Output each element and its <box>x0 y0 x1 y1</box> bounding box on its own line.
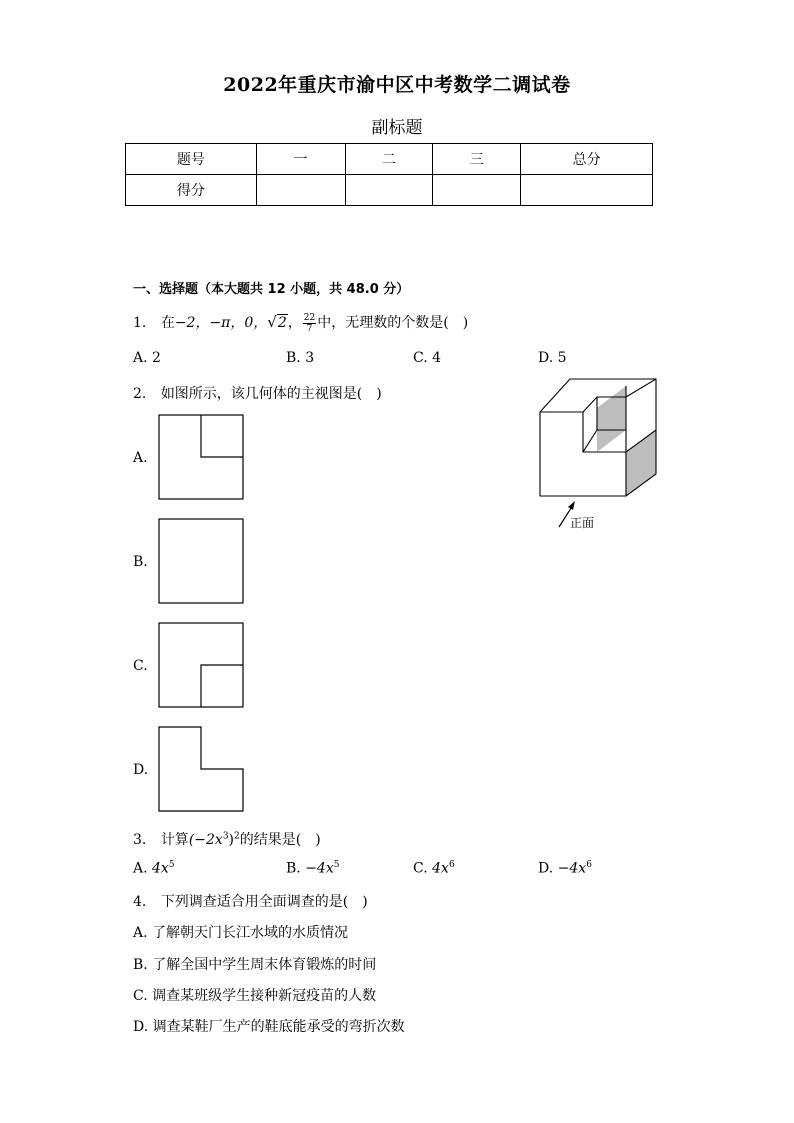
q2-solid-figure <box>535 375 665 535</box>
q3-option-d[interactable]: D. $-4x^6$ <box>538 860 592 877</box>
q4-option-b[interactable]: B. 了解全国中学生周末体育锻炼的时间 <box>133 957 377 973</box>
q3-option-c[interactable]: C. $4x^6$ <box>413 860 455 877</box>
question-4: 4. 下列调查适合用全面调查的是( ) <box>133 894 368 910</box>
q1-option-a[interactable]: A. 2 <box>133 350 161 366</box>
q2-option-d-label[interactable]: D. <box>133 762 149 778</box>
q1-option-d[interactable]: D. 5 <box>538 350 567 366</box>
score-header-cell: 三 <box>433 144 521 175</box>
q2-option-b-label[interactable]: B. <box>133 554 148 570</box>
q1-option-c[interactable]: C. 4 <box>413 350 442 366</box>
q2-option-a-figure[interactable] <box>158 414 246 502</box>
score-header-cell: 题号 <box>126 144 257 175</box>
q2-option-c-label[interactable]: C. <box>133 658 148 674</box>
fraction: $\frac{22}{7}$ <box>303 312 316 334</box>
question-number: 3. <box>133 832 147 848</box>
score-header-cell: 总分 <box>521 144 653 175</box>
sqrt-symbol: √2 <box>267 313 287 331</box>
score-header-cell: 一 <box>256 144 345 175</box>
score-table-score-row <box>126 175 653 206</box>
q4-option-c[interactable]: C. 调查某班级学生接种新冠疫苗的人数 <box>133 988 377 1004</box>
question-3: 3. 计算$(-2x^3)^2$的结果是( ) <box>133 831 321 848</box>
q3-option-a[interactable]: A. $4x^5$ <box>133 860 175 877</box>
exam-title: 2022年重庆市渝中区中考数学二调试卷 <box>223 74 571 96</box>
score-cell[interactable] <box>521 175 653 206</box>
q4-option-a[interactable]: A. 了解朝天门长江水域的水质情况 <box>133 925 349 941</box>
q2-option-c-figure[interactable] <box>158 622 246 710</box>
score-cell[interactable] <box>256 175 345 206</box>
score-cell[interactable] <box>433 175 521 206</box>
q3-option-b[interactable]: B. $-4x^5$ <box>286 860 340 877</box>
front-label: 正面 <box>570 516 595 530</box>
section-heading: 一、选择题（本大题共 12 小题，共 48.0 分） <box>133 282 410 297</box>
q2-option-b-figure[interactable] <box>158 518 246 606</box>
q4-option-d[interactable]: D. 调查某鞋厂生产的鞋底能承受的弯折次数 <box>133 1019 405 1035</box>
q2-option-a-label[interactable]: A. <box>133 450 148 466</box>
q1-option-b[interactable]: B. 3 <box>286 350 315 366</box>
score-header-cell: 二 <box>345 144 433 175</box>
question-1: 1. 在−2，−π，0，√2， $\frac{22}{7}$ 中，无理数的个数是( ) <box>133 312 469 334</box>
question-number: 4. <box>133 894 147 910</box>
q2-option-d-figure[interactable] <box>158 726 246 814</box>
exam-subtitle: 副标题 <box>371 118 423 138</box>
score-row-label: 得分 <box>126 175 257 206</box>
question-number: 1. <box>133 315 147 331</box>
score-cell[interactable] <box>345 175 433 206</box>
score-table <box>125 143 653 206</box>
question-number: 2. <box>133 386 147 402</box>
score-table-header-row <box>126 144 653 175</box>
question-2: 2. 如图所示，该几何体的主视图是( ) <box>133 386 382 402</box>
